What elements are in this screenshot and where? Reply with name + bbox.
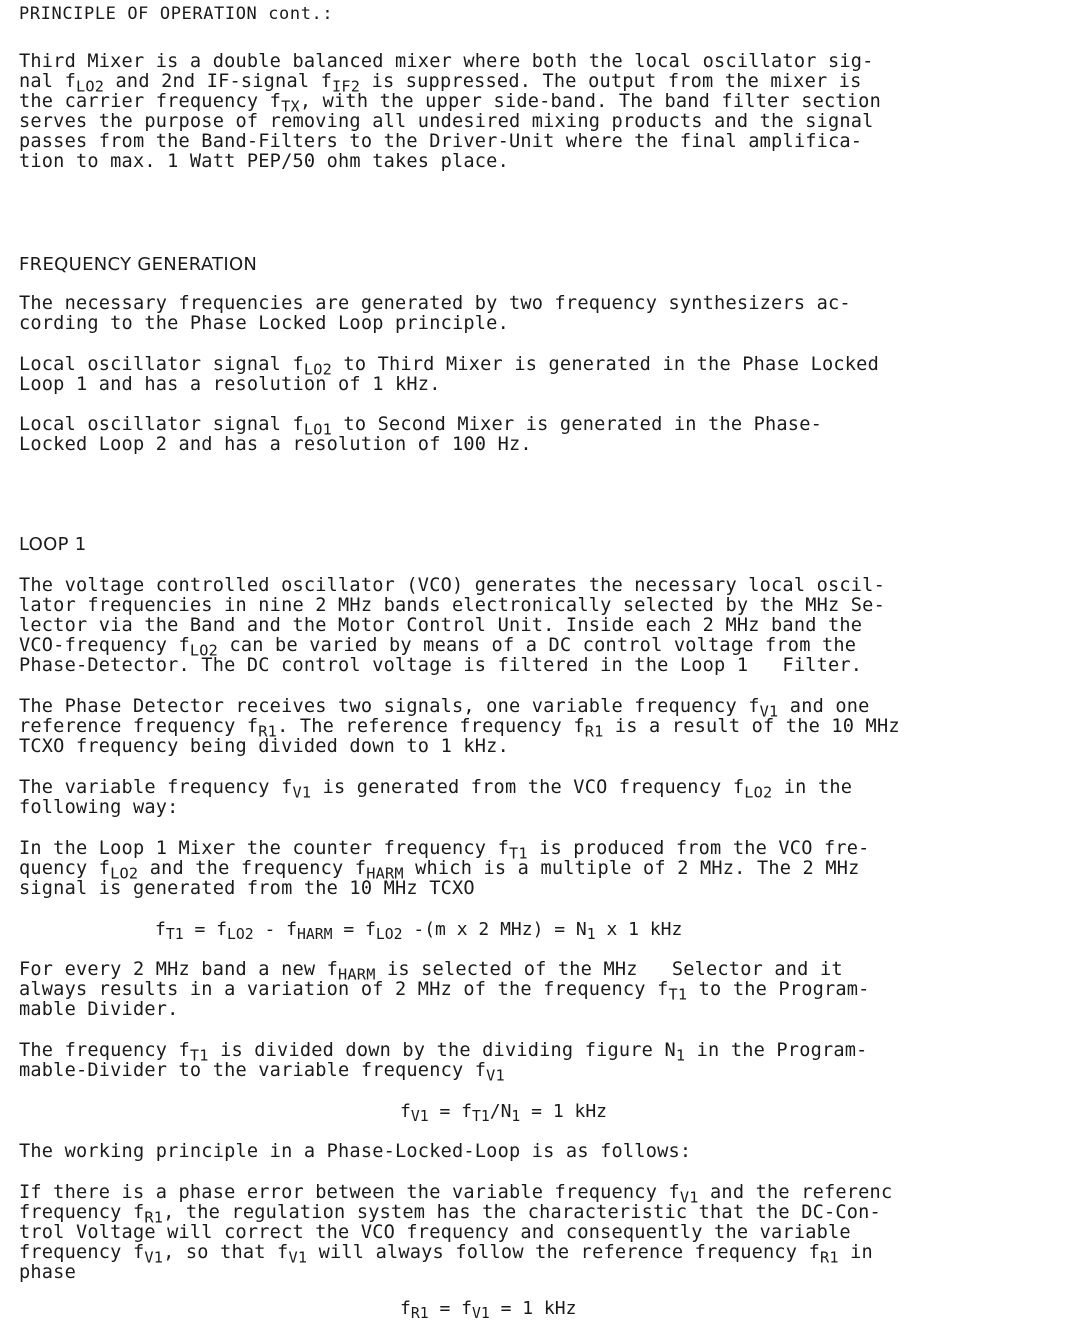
section-heading-loop-1: LOOP 1: [19, 534, 87, 555]
text-line: TCXO frequency being divided down to 1 kHz.: [19, 736, 509, 757]
text-line: Third Mixer is a double balanced mixer where both the local oscillator sig-: [19, 51, 874, 72]
text-line: mable-Divider to the variable frequency $f_{V1}$: [19, 1060, 505, 1085]
equation-fv1: $f_{V1} = f_{T1}/N_1 = 1$ kHz: [400, 1101, 608, 1126]
text-line: Loop 1 and has a resolution of 1 kHz.: [19, 374, 441, 395]
text-line: Local oscillator signal $f_{LO2}$ to Third Mixer is generated in the Phase Locked: [19, 354, 879, 379]
text-line: Locked Loop 2 and has a resolution of 100 Hz.: [19, 434, 532, 455]
text-line: cording to the Phase Locked Loop principle.: [19, 313, 509, 334]
text-line: serves the purpose of removing all undesired mixing products and the signal: [19, 111, 874, 132]
text-line: The frequency $f_{T1}$ is divided down by the dividing figure $N_1$ in the Program-: [19, 1040, 868, 1065]
text-line: lator frequencies in nine 2 MHz bands electronically selected by the MHz Se-: [19, 595, 885, 616]
text-line: trol Voltage will correct the VCO frequency and consequently the variable: [19, 1222, 851, 1243]
text-line: frequency $f_{V1}$, so that $f_{V1}$ will always follow the reference frequency $f_{R1}$ in: [19, 1242, 873, 1267]
text-line: reference frequency $f_{R1}$. The reference frequency $f_{R1}$ is a result of the 10 MHz: [19, 716, 900, 741]
section-heading-frequency-generation: FREQUENCY GENERATION: [19, 254, 258, 275]
text-line: the carrier frequency $f_{TX}$, with the upper side-band. The band filter section: [19, 91, 881, 116]
text-line: phase: [19, 1262, 76, 1283]
text-line: For every 2 MHz band a new $f_{HARM}$ is selected of the MHz Selector and it: [19, 959, 843, 984]
text-line: quency $f_{LO2}$ and the frequency $f_{HARM}$ which is a multiple of 2 MHz. The 2 MHz: [19, 858, 860, 883]
equation-ft1: $f_{T1} = f_{LO2} - f_{HARM} = f_{LO2}$ -(m x 2 $MHz) = N_1$ x 1 kHz: [155, 919, 683, 944]
text-line: Phase-Detector. The DC control voltage is filtered in the Loop 1 Filter.: [19, 655, 863, 676]
text-line: tion to max. 1 Watt PEP/50 ohm takes place.: [19, 151, 509, 172]
text-line: mable Divider.: [19, 999, 179, 1020]
text-line: Local oscillator signal $f_{LO1}$ to Second Mixer is generated in the Phase-: [19, 414, 822, 439]
text-line: passes from the Band-Filters to the Driver-Unit where the final amplifica-: [19, 131, 863, 152]
paragraph-working-principle: The working principle in a Phase-Locked-Loop is as follows:: [19, 1141, 692, 1162]
text-line: following way:: [19, 797, 179, 818]
text-line: frequency $f_{R1}$, the regulation system has the characteristic that the DC-Con-: [19, 1202, 881, 1227]
text-line: nal $f_{LO2}$ and 2nd IF-signal $f_{IF2}$ is suppressed. The output from the mixer is: [19, 71, 862, 96]
text-line: signal is generated from the 10 MHz TCXO: [19, 878, 475, 899]
text-line: The voltage controlled oscillator (VCO) generates the necessary local oscil-: [19, 575, 885, 596]
text-line: If there is a phase error between the variable frequency $f_{V1}$ and the referenc: [19, 1182, 893, 1207]
text-line: VCO-frequency $f_{LO2}$ can be varied by means of a DC control voltage from the: [19, 635, 857, 660]
text-line: In the Loop 1 Mixer the counter frequency $f_{T1}$ is produced from the VCO fre-: [19, 838, 870, 863]
text-line: The variable frequency $f_{V1}$ is generated from the VCO frequency $f_{LO2}$ in the: [19, 777, 853, 802]
text-line: lector via the Band and the Motor Control Unit. Inside each 2 MHz band the: [19, 615, 863, 636]
text-line: always results in a variation of 2 MHz of the frequency $f_{T1}$ to the Program-: [19, 979, 870, 1004]
text-line: The Phase Detector receives two signals, one variable frequency $f_{V1}$ and one: [19, 696, 870, 721]
equation-fr1: $f_{R1} = f_{V1} = 1$ kHz: [400, 1298, 577, 1323]
section-heading-principle: PRINCIPLE OF OPERATION cont.:: [19, 4, 334, 24]
text-line: The necessary frequencies are generated by two frequency synthesizers ac-: [19, 293, 851, 314]
